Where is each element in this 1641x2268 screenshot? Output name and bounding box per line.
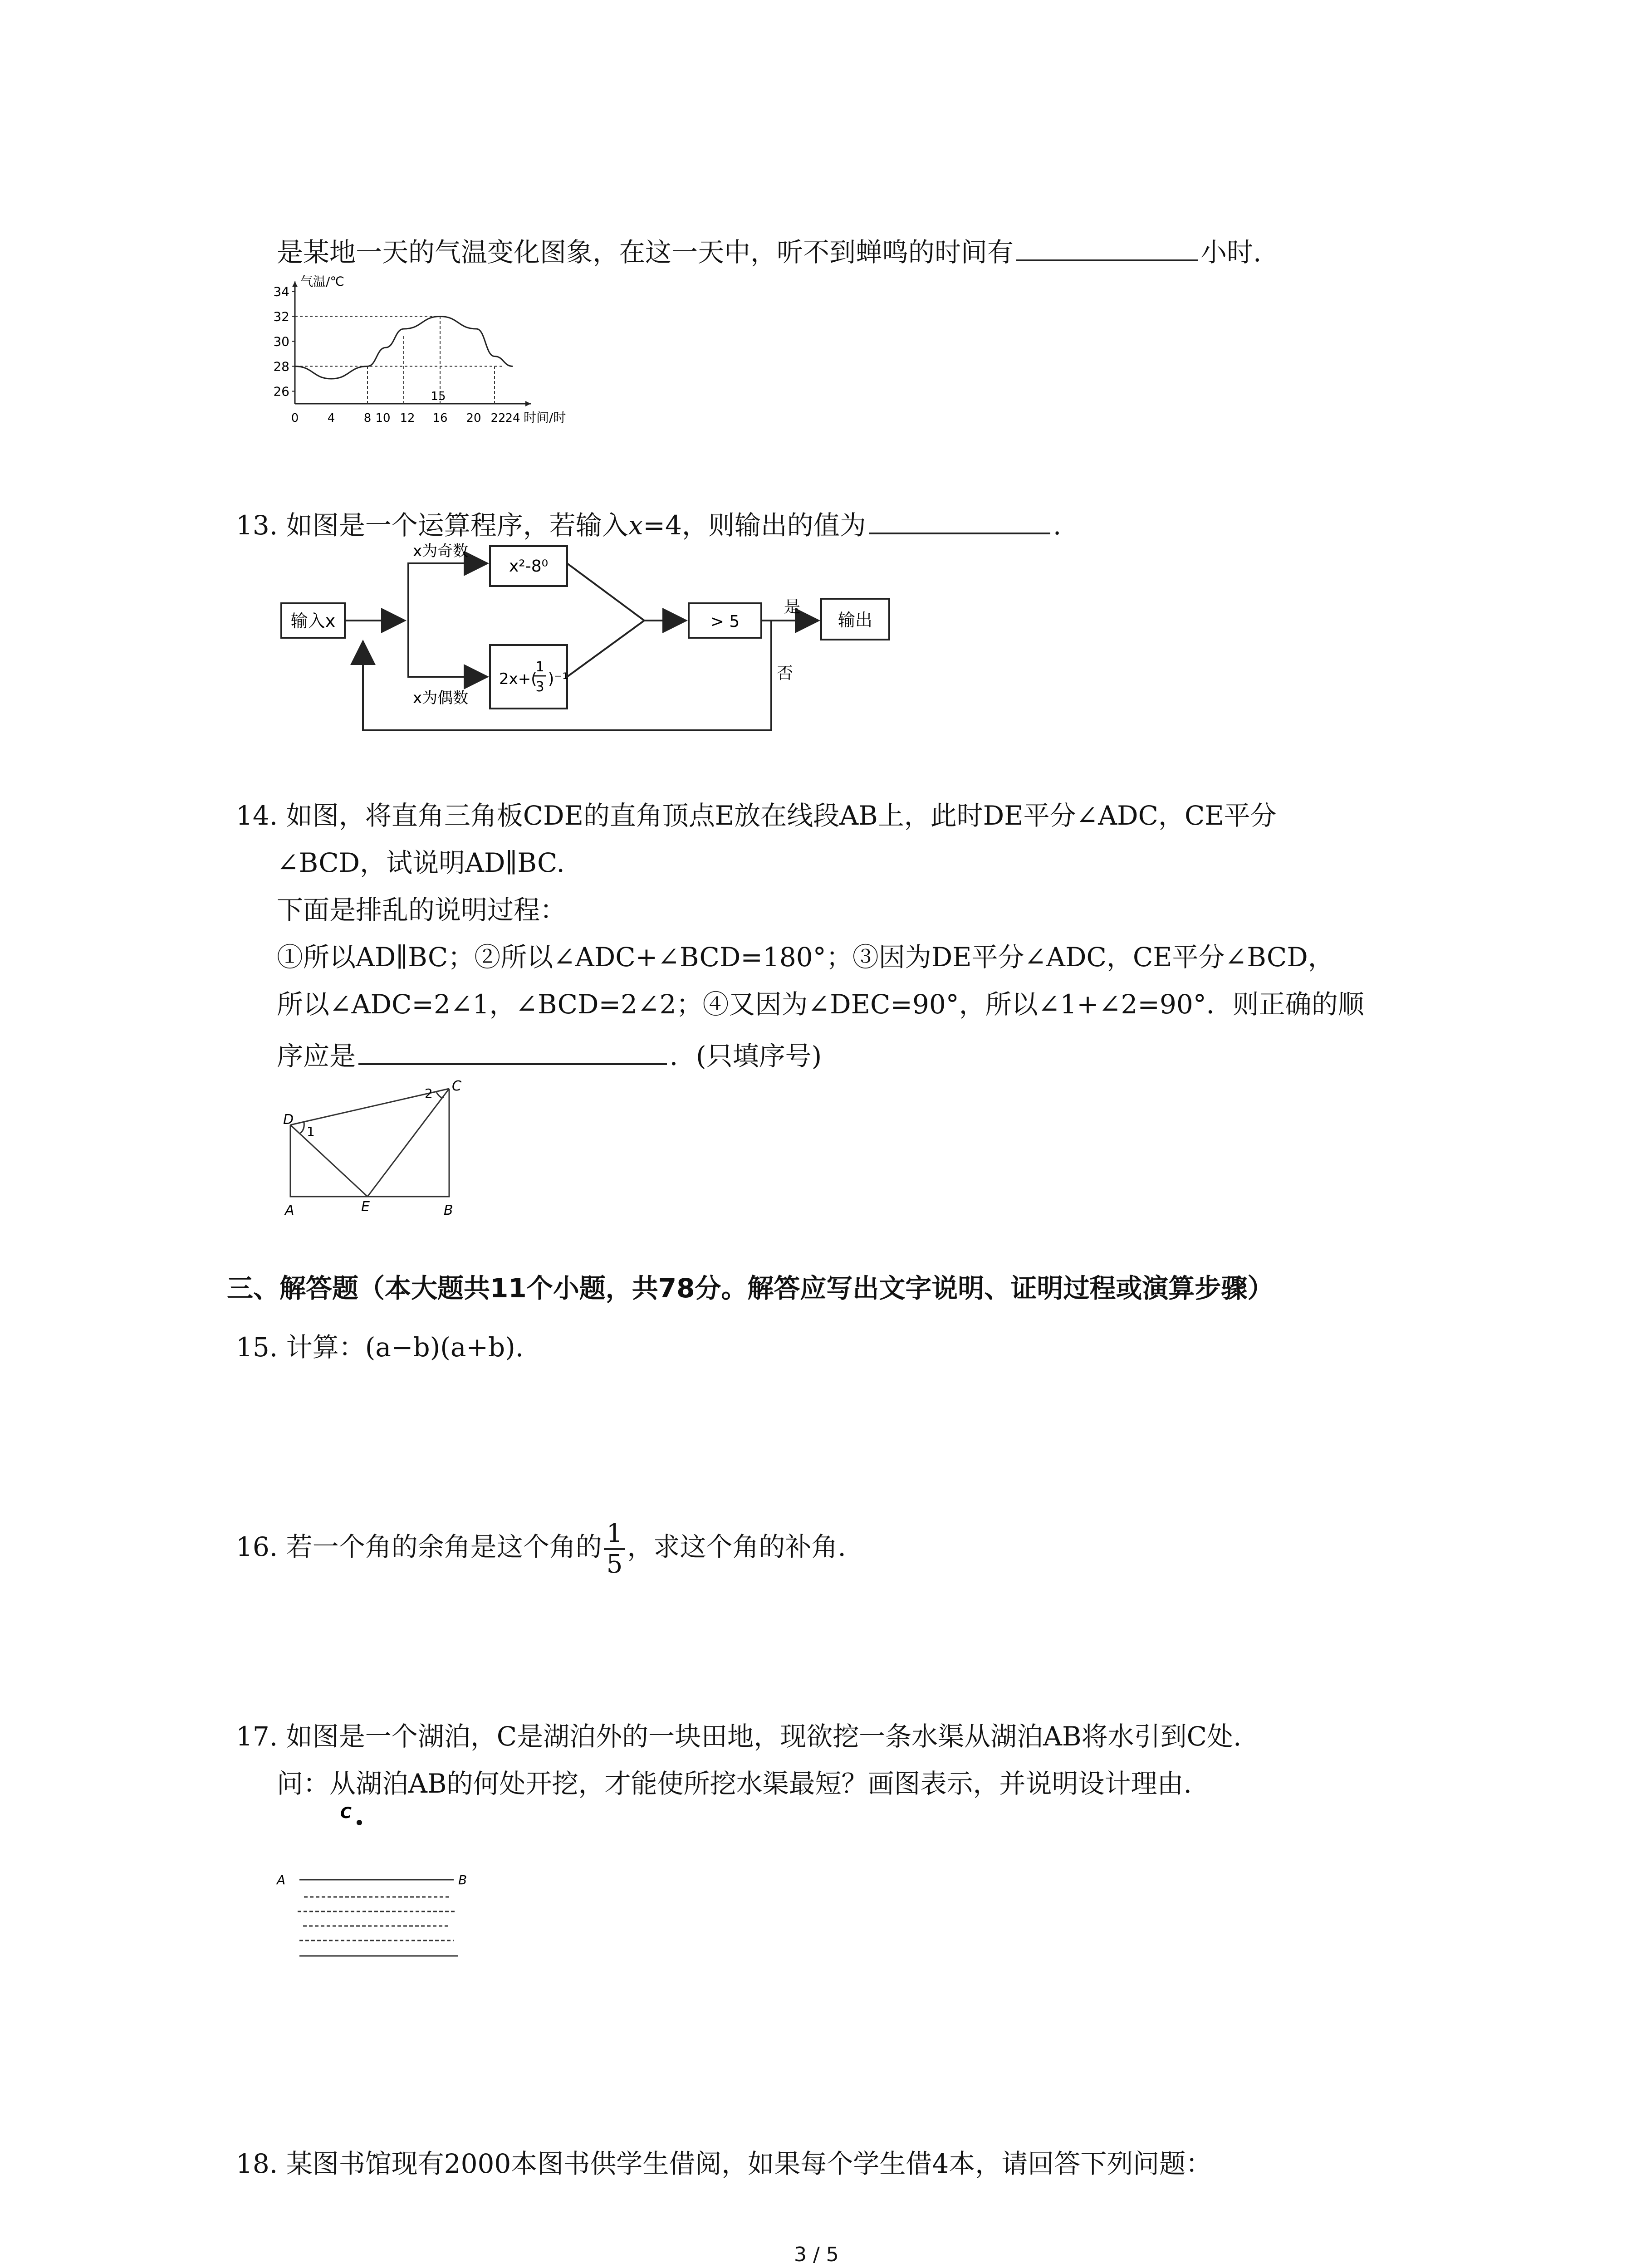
- mid-label: 15: [431, 390, 446, 403]
- q12-text: 是某地一天的气温变化图象，在这一天中，听不到蝉鸣的时间有 小时.: [277, 230, 1261, 270]
- x-axis-arrow: [525, 401, 531, 406]
- x-tick-label: 4: [327, 411, 335, 425]
- q18-text: 18. 某图书馆现有2000本图书供学生借阅，如果每个学生借4本，请回答下列问题：: [236, 2148, 1212, 2179]
- even-expression-post: )⁻¹: [548, 670, 568, 688]
- odd-expression: x²-8⁰: [509, 557, 549, 576]
- x-tick-label: 24: [505, 411, 520, 425]
- label-C: C: [452, 1080, 461, 1094]
- temperature-chart: [268, 272, 585, 445]
- even-label: x为偶数: [413, 689, 469, 707]
- label-A: A: [277, 1872, 286, 1887]
- q13-answer-blank[interactable]: [869, 503, 1050, 534]
- y-tick-label: 26: [273, 384, 289, 399]
- section-3-heading: 三、解答题（本大题共11个小题，共78分。解答应写出文字说明、证明过程或演算步骤）: [227, 1273, 1274, 1304]
- y-tick-label: 30: [273, 334, 289, 349]
- y-axis-arrow: [292, 282, 298, 287]
- y-tick-label: 34: [273, 284, 289, 299]
- x-tick-label: 16: [432, 411, 448, 425]
- q14-line1: 14. 如图，将直角三角板CDE的直角顶点E放在线段AB上，此时DE平分∠ADC，CE平分: [236, 800, 1277, 831]
- output-label: 输出: [838, 610, 873, 630]
- x-tick-label: 20: [466, 411, 481, 425]
- page-number: 3 / 5: [794, 2243, 839, 2266]
- triangle-figure: [272, 1080, 481, 1225]
- q14-line5: 所以∠ADC=2∠1，∠BCD=2∠2；④又因为∠DEC=90°，所以∠1+∠2=90°．则正确的顺: [277, 989, 1364, 1020]
- y-tick-label: 28: [273, 359, 289, 374]
- label-A: A: [285, 1202, 294, 1218]
- q17-line2: 问：从湖泊AB的何处开挖，才能使所挖水渠最短？画图表示，并说明设计理由.: [277, 1768, 1192, 1799]
- label-C: C: [340, 1804, 352, 1822]
- q17-line1: 17. 如图是一个湖泊，C是湖泊外的一块田地，现欲挖一条水渠从湖泊AB将水引到C处.: [236, 1721, 1242, 1752]
- q13-text: 13. 如图是一个运算程序，若输入x=4，则输出的值为 .: [236, 503, 1061, 543]
- condition-label: > 5: [710, 612, 740, 631]
- q15-text: 15. 计算：(a−b)(a+b).: [236, 1332, 524, 1363]
- yes-label: 是: [784, 598, 801, 616]
- label-D: D: [283, 1112, 294, 1128]
- q14-line6: 序应是 ．(只填序号): [277, 1034, 822, 1074]
- label-B: B: [444, 1202, 453, 1218]
- q14-line2: ∠BCD，试说明AD∥BC.: [277, 847, 565, 878]
- q16-text: 16. 若一个角的余角是这个角的 $\frac{1}{5}$ ，求这个角的补角.: [236, 1518, 846, 1579]
- odd-label: x为奇数: [413, 542, 469, 560]
- q12-answer-blank[interactable]: [1016, 230, 1198, 261]
- flow-diagram: [272, 540, 898, 748]
- no-label: 否: [777, 664, 794, 683]
- even-expression-pre: 2x+(: [499, 670, 537, 688]
- angle-2: 2: [425, 1086, 433, 1101]
- x-tick-label: 12: [400, 411, 415, 425]
- input-label: 输入x: [290, 611, 336, 631]
- angle-1: 1: [307, 1124, 315, 1139]
- q14-answer-blank[interactable]: [358, 1034, 667, 1065]
- x-tick-label: 22: [490, 411, 506, 425]
- x-tick-label: 0: [291, 411, 299, 425]
- x-axis-label: 时间/时: [524, 410, 566, 425]
- even-expression-den: 3: [535, 679, 544, 695]
- point-C: [357, 1820, 362, 1825]
- even-expression-num: 1: [535, 659, 544, 675]
- q16-fraction: $\frac{1}{5}$: [604, 1519, 626, 1579]
- y-axis-label: 气温/℃: [300, 274, 344, 289]
- label-E: E: [361, 1199, 370, 1215]
- q14-line3: 下面是排乱的说明过程：: [277, 894, 567, 925]
- label-B: B: [458, 1872, 467, 1887]
- y-tick-label: 32: [273, 309, 289, 324]
- q14-line4: ①所以AD∥BC；②所以∠ADC+∠BCD=180°；③因为DE平分∠ADC，CE平分∠BCD，: [277, 942, 1334, 973]
- x-tick-label: 10: [375, 411, 391, 425]
- lake-figure: [272, 1796, 499, 1987]
- x-tick-label: 8: [363, 411, 372, 425]
